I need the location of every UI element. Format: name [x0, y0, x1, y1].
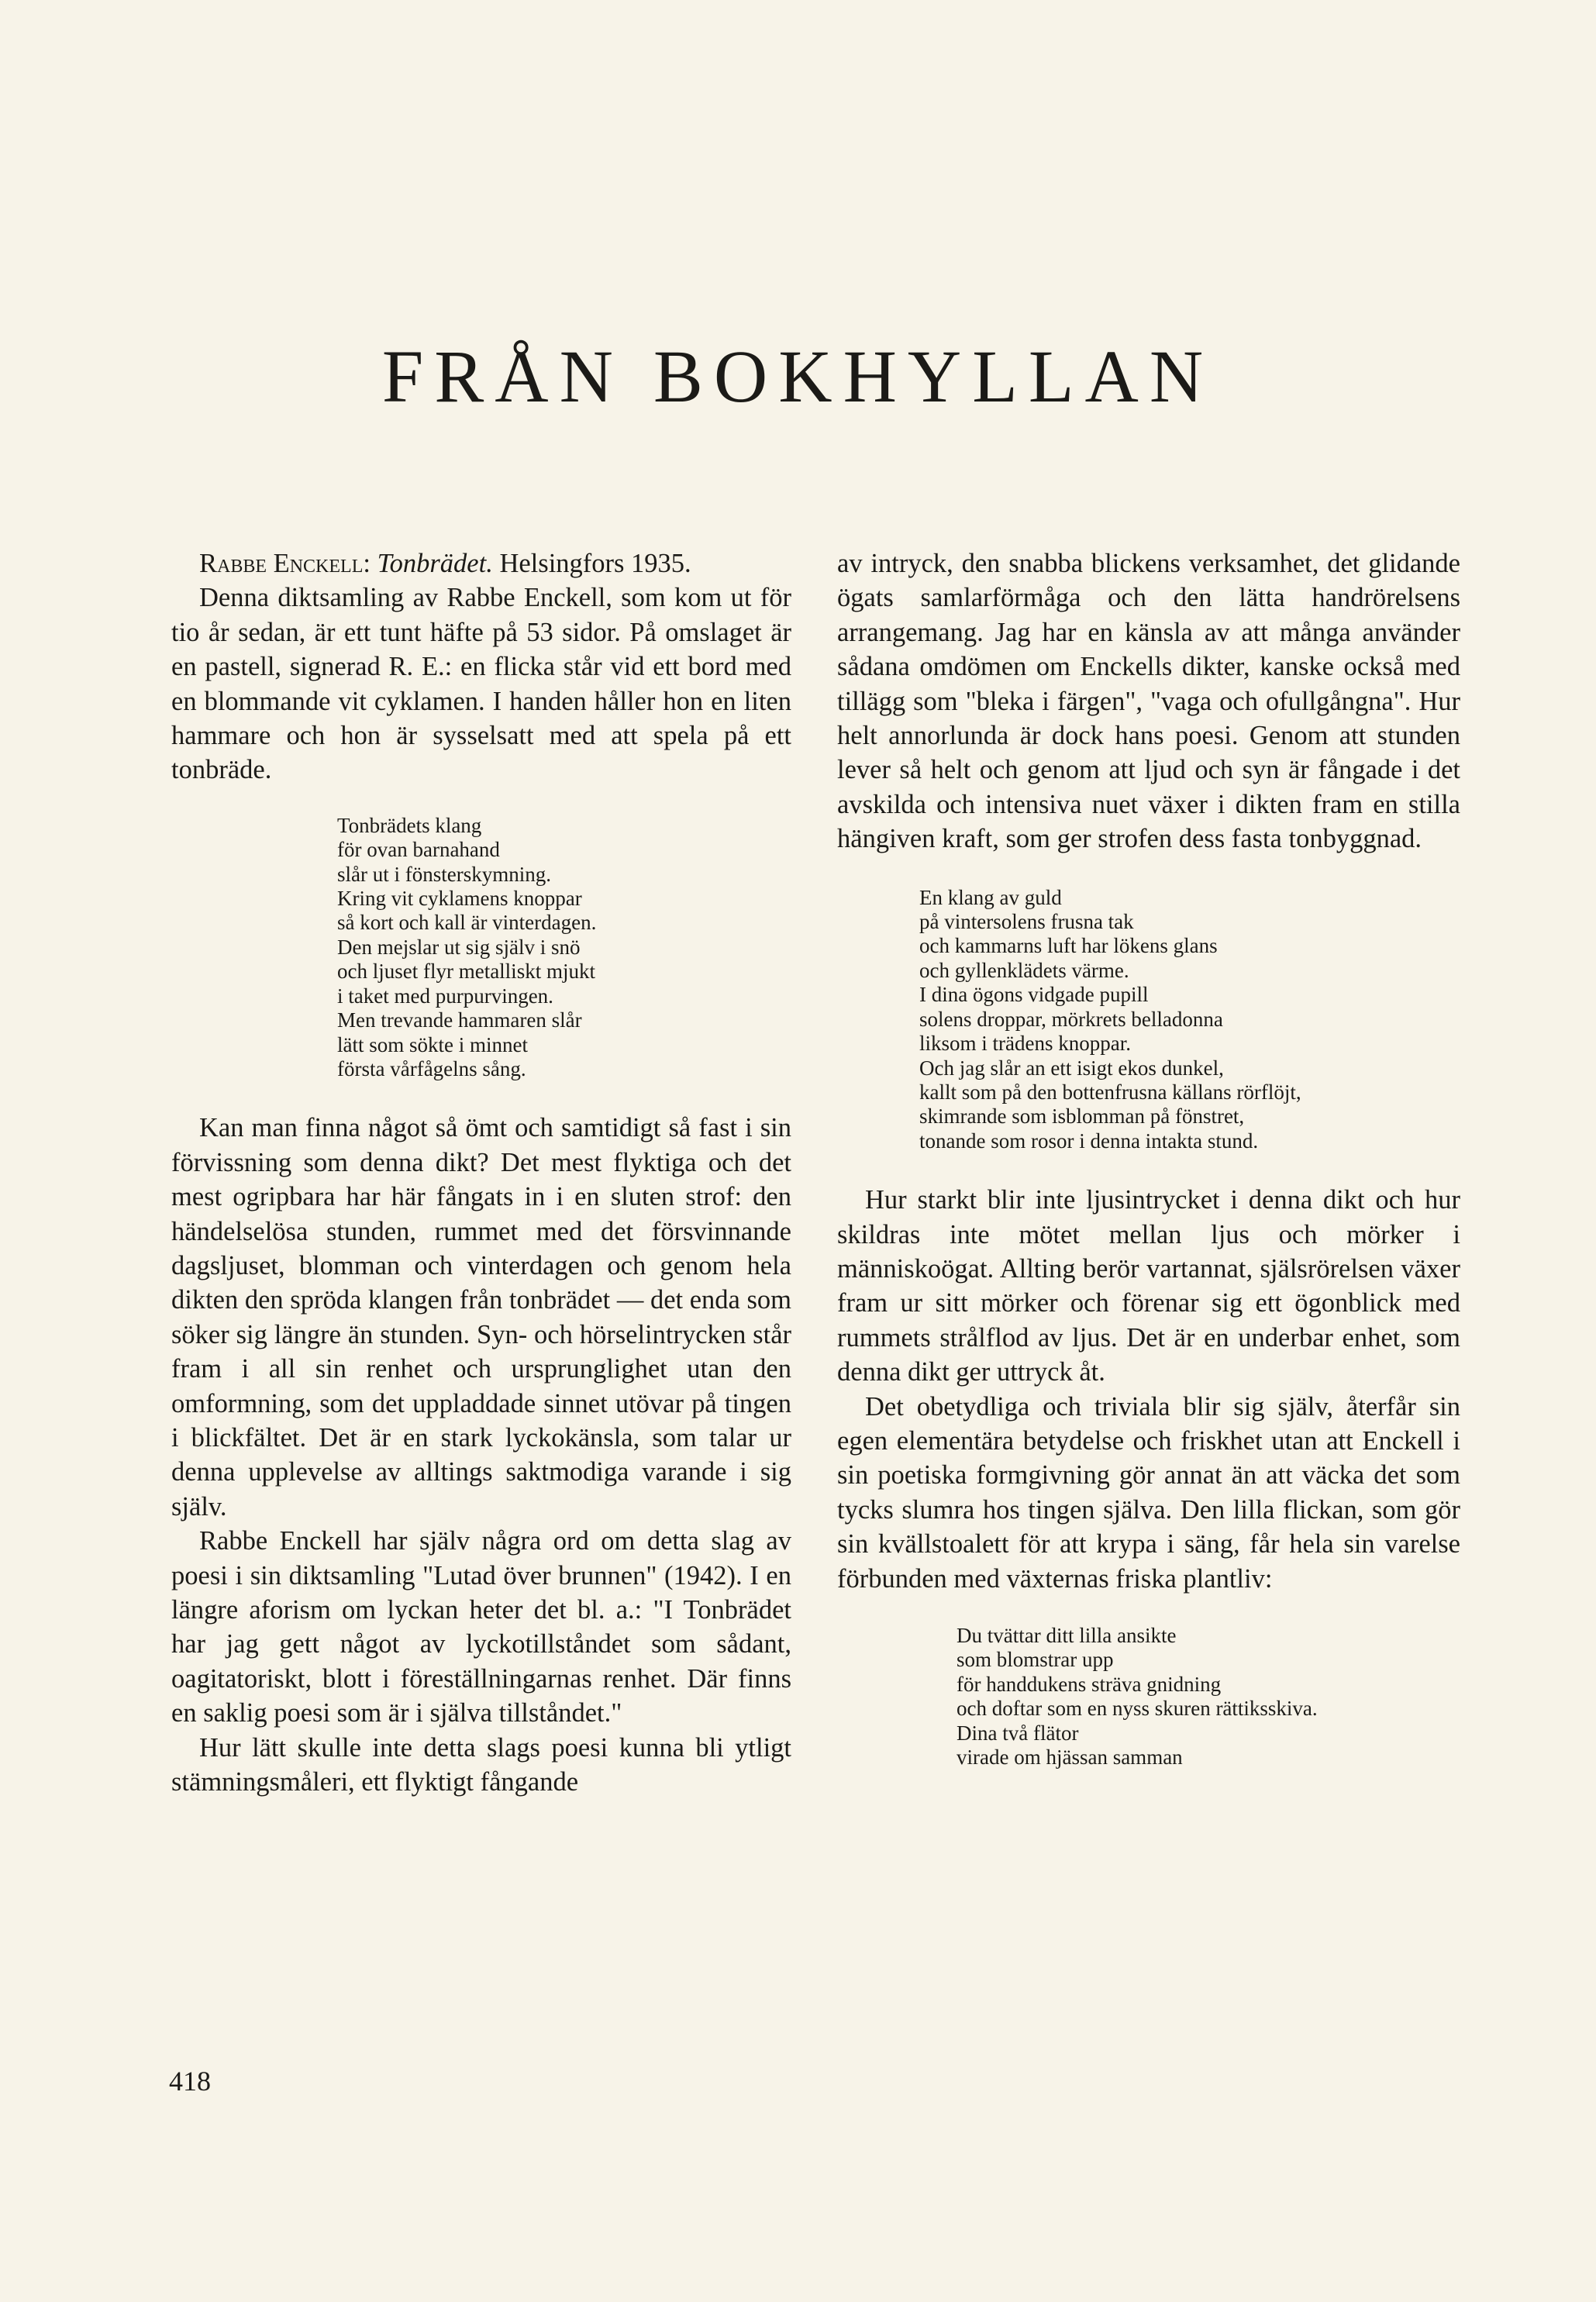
- review-heading: Rabbe Enckell: Tonbrädet. Helsingfors 1935.: [199, 549, 691, 578]
- left-column: [171, 546, 791, 1799]
- poem-line: Den mejslar ut sig själv i snö: [337, 935, 581, 959]
- poem-line: och kammarns luft har lökens glans: [919, 934, 1218, 958]
- poem-line: och gyllenklädets värme.: [919, 958, 1129, 982]
- poem-line: Kring vit cyklamens knoppar: [337, 887, 582, 911]
- poem-line: i taket med purpurvingen.: [337, 984, 553, 1008]
- right-column: [837, 546, 1460, 1770]
- poem-line: I dina ögons vidgade pupill: [919, 983, 1149, 1007]
- poem-du-tvattar: [957, 1624, 1460, 1770]
- poem-line: så kort och kall är vinterdagen.: [337, 911, 597, 935]
- poem-tonbradet: [337, 814, 791, 1081]
- poem-line: och ljuset flyr metalliskt mjukt: [337, 960, 595, 984]
- poem-line: solens droppar, mörkrets belladonna: [919, 1007, 1223, 1031]
- poem-line: för handdukens sträva gnidning: [957, 1672, 1222, 1696]
- review-author: Rabbe Enckell: [199, 549, 364, 578]
- right-paragraph-2: Hur starkt blir inte ljusintrycket i denna dikt och hur skildras inte mötet mellan ljus och mörker i människoögat. Allting berör vartannat, själsrörelsen växer fram ur sitt mörker och förenar sig ett ögonblick med rummets strålflod av ljus. Det är en underbar enhet, som denna dikt ger uttryck åt.: [837, 1185, 1460, 1387]
- left-intro-paragraph: Denna diktsamling av Rabbe Enckell, som kom ut för tio år sedan, är ett tunt häfte på 53 sidor. På omslaget är en pastell, signerad R. E.: en flicka står vid ett bord med en blommande vit cyklamen. I handen håller hon en liten hammare och hon är sysselsatt med att spela på ett tonbräde.: [171, 583, 791, 785]
- poem-line: för ovan barnahand: [337, 838, 500, 862]
- poem-line: virade om hjässan samman: [957, 1745, 1183, 1770]
- poem-line: Du tvättar ditt lilla ansikte: [957, 1624, 1177, 1647]
- poem-line: Och jag slår an ett isigt ekos dunkel,: [919, 1056, 1224, 1080]
- poem-line: Tonbrädets klang: [337, 813, 482, 837]
- poem-line: skimrande som isblomman på fönstret,: [919, 1104, 1245, 1129]
- poem-line: som blomstrar upp: [957, 1648, 1114, 1672]
- poem-line: liksom i trädens knoppar.: [919, 1032, 1131, 1056]
- poem-line: första vårfågelns sång.: [337, 1056, 526, 1080]
- poem-line: Dina två flätor: [957, 1721, 1079, 1745]
- poem-line: En klang av guld: [919, 885, 1062, 909]
- right-paragraph-1: av intryck, den snabba blickens verksamhet, det glidande ögats samlarförmåga och den lätta handrörelsens arrangemang. Jag har en känsla av att många använder sådana omdömen om Enckells dikter, kanske också med tillägg som "bleka i färgen", "vaga och ofullgångna". Hur helt annorlunda är dock hans poesi. Genom att stunden lever så helt och genom att ljud och syn är fångade i det avskilda och intensiva nuet växer i dikten fram en stilla hängiven kraft, som ger strofen dess fasta tonbyggnad.: [837, 549, 1460, 854]
- poem-line: Men trevande hammaren slår: [337, 1008, 582, 1032]
- poem-klang-av-guld: [919, 886, 1460, 1153]
- review-imprint: Helsingfors 1935.: [499, 549, 691, 578]
- right-paragraph-3: Det obetydliga och triviala blir sig själv, återfår sin egen elementära betydelse och friskhet utan att Enckell i sin poetiska formgivning gör annat än att väcka det som tycks slumra hos tingen själva. Den lilla flickan, som gör sin kvällstoalett för att krypa i säng, får hela sin varelse förbunden med växternas friska plantliv:: [837, 1391, 1460, 1594]
- poem-line: på vintersolens frusna tak: [919, 910, 1134, 934]
- poem-line: kallt som på den bottenfrusna källans rörflöjt,: [919, 1080, 1301, 1104]
- poem-line: slår ut i fönsterskymning.: [337, 862, 551, 886]
- page-title: FRÅN BOKHYLLAN: [381, 335, 1215, 418]
- left-paragraph-3: Rabbe Enckell har själv några ord om detta slag av poesi i sin diktsamling "Lutad över brunnen" (1942). I en längre aforism om lyckan heter det bl. a.: "I Tonbrädet har jag gett något av lyckotillståndet som sådant, oagitatoriskt, blott i föreställningarnas renhet. Där finns en saklig poesi som är i själva tillståndet.": [171, 1526, 791, 1728]
- poem-line: tonande som rosor i denna intakta stund.: [919, 1129, 1259, 1153]
- left-paragraph-4: Hur lätt skulle inte detta slags poesi kunna bli ytligt stämningsmåleri, ett flyktigt fångande: [171, 1732, 791, 1797]
- left-paragraph-2: Kan man finna något så ömt och samtidigt så fast i sin förvissning som denna dikt? Det mest flyktiga och det mest ogripbara har här fångats in i en sluten strof: den händelselösa stunden, rummet med det försvinnande dagsljuset, blomman och vinterdagen och genom hela dikten den spröda klangen från tonbrädet — det enda som söker sig längre än stunden. Syn- och hörselintrycken står fram i all sin renhet och ursprunglighet utan den omformning, som det uppladdade sinnet utövar på tingen i blickfältet. Det är en stark lyckokänsla, som talar ur denna upplevelse av alltings saktmodiga varande i sig själv.: [171, 1113, 791, 1521]
- poem-line: lätt som sökte i minnet: [337, 1032, 528, 1056]
- review-book-title: Tonbrädet.: [377, 549, 493, 578]
- poem-line: och doftar som en nyss skuren rättiksskiva.: [957, 1697, 1318, 1721]
- page-number: 418: [169, 2066, 211, 2097]
